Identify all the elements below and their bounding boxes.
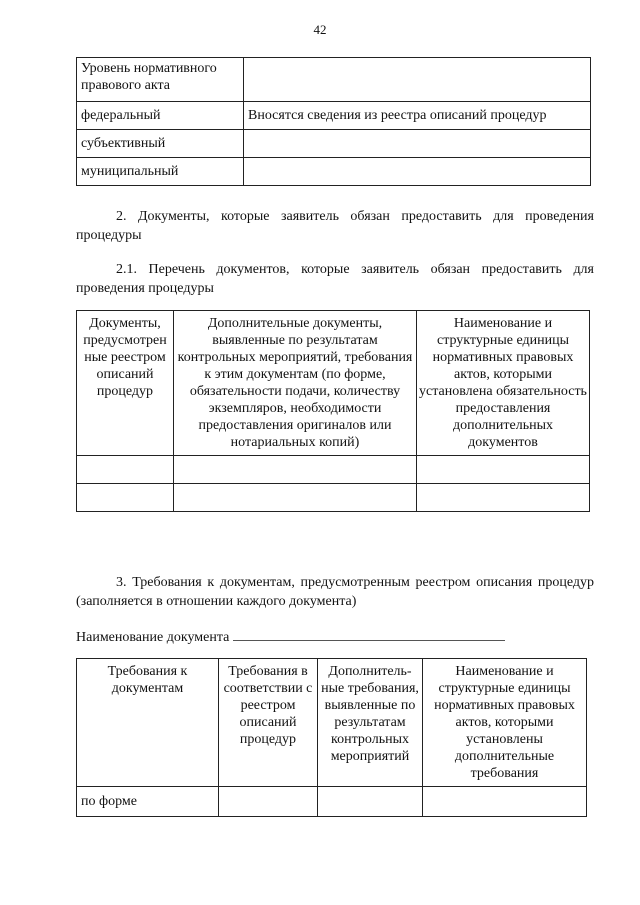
table-cell-value [244, 58, 591, 102]
document-name-label: Наименование документа [76, 630, 230, 645]
table-row [77, 102, 591, 130]
table-cell [219, 787, 318, 817]
section-3-heading: 3. Требования к документам, предусмотренным реестром описания процедур (заполняется в отношении каждого документа) [76, 575, 594, 609]
table-header-cell: Требования к документам [77, 659, 219, 787]
table-cell-value: Вносятся сведения из реестра описаний процедур [244, 102, 591, 130]
table-cell [423, 787, 587, 817]
legal-act-level-table [76, 57, 591, 186]
document-name-blank [233, 626, 505, 641]
table-cell [174, 484, 417, 512]
page-number: 42 [313, 22, 327, 37]
table-header-cell: Дополнитель-ные требования, выявленные по результатам контрольных мероприятий [318, 659, 423, 787]
table-cell-value [244, 130, 591, 158]
table-cell-label: субъективный [77, 130, 244, 158]
requirements-table [76, 658, 587, 817]
table-row [77, 484, 590, 512]
table-cell [77, 484, 174, 512]
table-header-cell: Документы, предусмотрен ные реестром описаний процедур [77, 311, 174, 456]
table-row [77, 787, 587, 817]
table-row [77, 456, 590, 484]
table-header-cell: Наименование и структурные единицы нормативных правовых актов, которыми установлена обязательность предоставления дополнительных документов [417, 311, 590, 456]
table-cell-label: муниципальный [77, 158, 244, 186]
section-2-1-heading: 2.1. Перечень документов, которые заявитель обязан предоставить для проведения процедуры [76, 262, 594, 296]
table-header-cell: Наименование и структурные единицы нормативных правовых актов, которыми установлены дополнительные требования [423, 659, 587, 787]
table-row [77, 58, 591, 102]
table-cell-label: Уровень нормативного правового акта [77, 58, 244, 102]
table-cell [174, 456, 417, 484]
table-header-cell: Требования в соответствии с реестром описаний процедур [219, 659, 318, 787]
table-header-cell: Дополнительные документы, выявленные по результатам контрольных мероприятий, требования к этим документам (по форме, обязательности подачи, количеству экземпляров, необходимости предоставления оригиналов или нотариальных копий) [174, 311, 417, 456]
document-name-line [76, 626, 505, 647]
table-cell-label: по форме [77, 787, 219, 817]
table-header-row [77, 311, 590, 456]
table-row [77, 130, 591, 158]
table-cell [77, 456, 174, 484]
documents-table [76, 310, 590, 512]
table-cell [417, 484, 590, 512]
table-cell-value [244, 158, 591, 186]
table-header-row [77, 659, 587, 787]
table-row [77, 158, 591, 186]
table-cell [417, 456, 590, 484]
table-cell-label: федеральный [77, 102, 244, 130]
table-cell [318, 787, 423, 817]
section-2-heading: 2. Документы, которые заявитель обязан предоставить для проведения процедуры [76, 209, 594, 243]
